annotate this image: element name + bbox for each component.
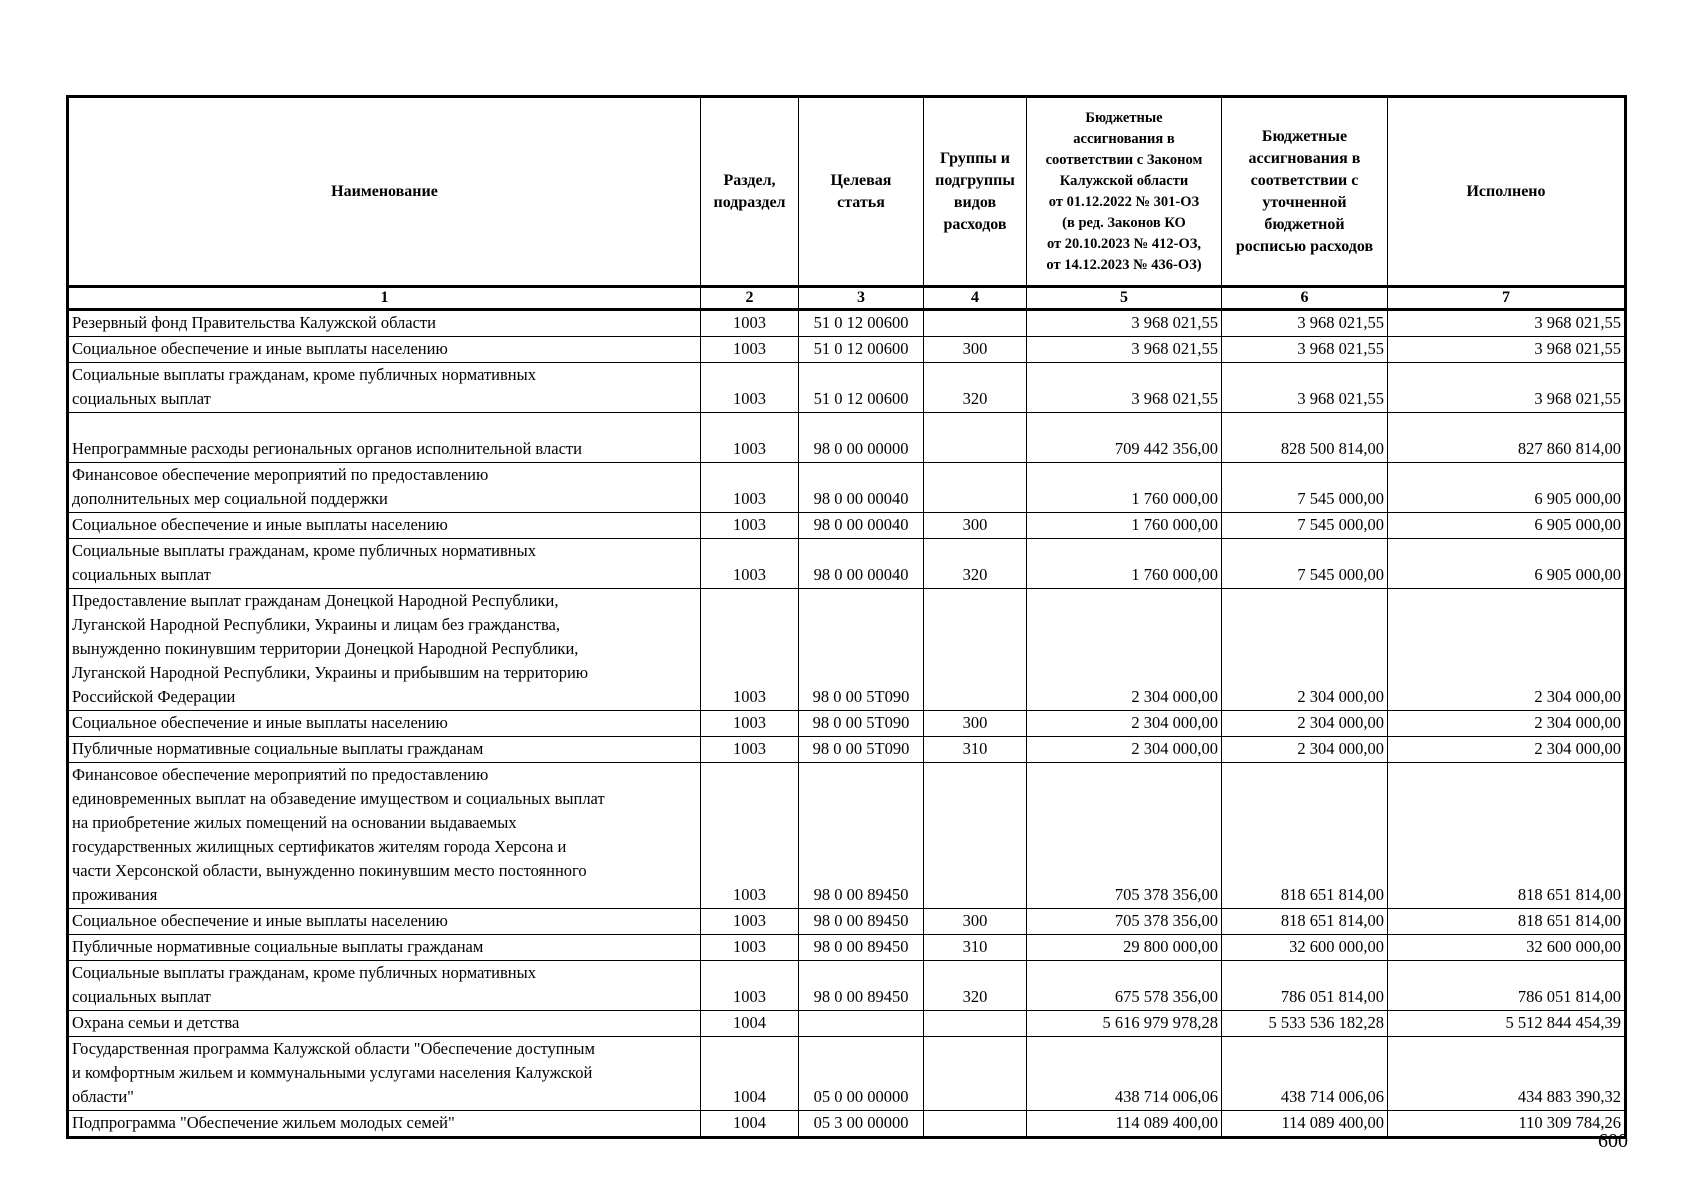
row-refined-amount: 818 651 814,00 — [1222, 909, 1388, 935]
table-row — [68, 961, 1626, 1011]
row-executed-amount: 786 051 814,00 — [1388, 961, 1626, 1011]
row-law-amount: 2 304 000,00 — [1027, 737, 1222, 763]
header-executed: Исполнено — [1388, 97, 1626, 287]
row-group: 320 — [924, 363, 1027, 413]
row-law-amount: 3 968 021,55 — [1027, 337, 1222, 363]
row-executed-amount: 434 883 390,32 — [1388, 1037, 1626, 1111]
row-section: 1003 — [701, 310, 799, 337]
row-section: 1003 — [701, 763, 799, 909]
row-refined-amount: 7 545 000,00 — [1222, 463, 1388, 513]
row-name: Социальное обеспечение и иные выплаты населению — [68, 337, 701, 363]
row-law-amount: 1 760 000,00 — [1027, 539, 1222, 589]
row-group — [924, 763, 1027, 909]
table-row — [68, 1037, 1626, 1111]
row-name: Охрана семьи и детства — [68, 1011, 701, 1037]
table-row — [68, 711, 1626, 737]
row-executed-amount: 3 968 021,55 — [1388, 337, 1626, 363]
row-name: Резервный фонд Правительства Калужской области — [68, 310, 701, 337]
row-law-amount: 2 304 000,00 — [1027, 711, 1222, 737]
row-refined-amount: 818 651 814,00 — [1222, 763, 1388, 909]
row-section: 1003 — [701, 539, 799, 589]
row-refined-amount: 786 051 814,00 — [1222, 961, 1388, 1011]
header-article: Целевая статья — [799, 97, 924, 287]
row-article: 98 0 00 5Т090 — [799, 589, 924, 711]
row-law-amount: 438 714 006,06 — [1027, 1037, 1222, 1111]
table-header — [68, 97, 1626, 310]
row-group — [924, 1111, 1027, 1138]
row-refined-amount: 438 714 006,06 — [1222, 1037, 1388, 1111]
row-refined-amount: 2 304 000,00 — [1222, 711, 1388, 737]
row-article: 51 0 12 00600 — [799, 337, 924, 363]
table-row — [68, 539, 1626, 589]
row-name: Социальные выплаты гражданам, кроме публичных нормативных социальных выплат — [68, 363, 701, 413]
row-law-amount: 3 968 021,55 — [1027, 310, 1222, 337]
page-number: 600 — [1598, 1130, 1628, 1152]
row-name: Социальное обеспечение и иные выплаты населению — [68, 711, 701, 737]
row-section: 1003 — [701, 337, 799, 363]
row-section: 1004 — [701, 1011, 799, 1037]
row-refined-amount: 2 304 000,00 — [1222, 737, 1388, 763]
row-article: 98 0 00 89450 — [799, 961, 924, 1011]
table-row — [68, 589, 1626, 711]
row-executed-amount: 110 309 784,26 — [1388, 1111, 1626, 1138]
row-group: 300 — [924, 909, 1027, 935]
row-section: 1003 — [701, 737, 799, 763]
column-number: 4 — [924, 287, 1027, 310]
row-executed-amount: 6 905 000,00 — [1388, 539, 1626, 589]
column-number: 2 — [701, 287, 799, 310]
table-row — [68, 513, 1626, 539]
budget-table — [66, 95, 1627, 1139]
row-group: 300 — [924, 513, 1027, 539]
table-row — [68, 310, 1626, 337]
column-number: 6 — [1222, 287, 1388, 310]
header-section: Раздел, подраздел — [701, 97, 799, 287]
row-name: Публичные нормативные социальные выплаты гражданам — [68, 935, 701, 961]
row-group — [924, 1011, 1027, 1037]
row-executed-amount: 818 651 814,00 — [1388, 909, 1626, 935]
row-article: 98 0 00 00040 — [799, 513, 924, 539]
row-article: 98 0 00 00000 — [799, 413, 924, 463]
header-refined: Бюджетные ассигнования в соответствии с уточненной бюджетной росписью расходов — [1222, 97, 1388, 287]
row-executed-amount: 5 512 844 454,39 — [1388, 1011, 1626, 1037]
row-section: 1003 — [701, 413, 799, 463]
table-row — [68, 337, 1626, 363]
header-law: Бюджетные ассигнования в соответствии с Законом Калужской области от 01.12.2022 № 301-ОЗ (в ред. Законов КО от 20.10.2023 № 412-ОЗ, от 14.12.2023 № 436-ОЗ) — [1027, 97, 1222, 287]
table-row — [68, 363, 1626, 413]
table-row — [68, 935, 1626, 961]
row-article — [799, 1011, 924, 1037]
table-row — [68, 909, 1626, 935]
table-row — [68, 413, 1626, 463]
row-law-amount: 675 578 356,00 — [1027, 961, 1222, 1011]
row-executed-amount: 818 651 814,00 — [1388, 763, 1626, 909]
row-law-amount: 3 968 021,55 — [1027, 363, 1222, 413]
row-refined-amount: 3 968 021,55 — [1222, 337, 1388, 363]
row-group: 300 — [924, 711, 1027, 737]
row-executed-amount: 3 968 021,55 — [1388, 363, 1626, 413]
row-executed-amount: 827 860 814,00 — [1388, 413, 1626, 463]
row-law-amount: 705 378 356,00 — [1027, 909, 1222, 935]
row-executed-amount: 6 905 000,00 — [1388, 513, 1626, 539]
row-executed-amount: 3 968 021,55 — [1388, 310, 1626, 337]
row-article: 98 0 00 5Т090 — [799, 737, 924, 763]
row-section: 1003 — [701, 513, 799, 539]
row-group — [924, 1037, 1027, 1111]
row-article: 98 0 00 89450 — [799, 763, 924, 909]
row-refined-amount: 7 545 000,00 — [1222, 513, 1388, 539]
row-refined-amount: 5 533 536 182,28 — [1222, 1011, 1388, 1037]
row-section: 1003 — [701, 463, 799, 513]
row-group: 320 — [924, 539, 1027, 589]
row-name: Публичные нормативные социальные выплаты гражданам — [68, 737, 701, 763]
table-row — [68, 463, 1626, 513]
row-article: 98 0 00 5Т090 — [799, 711, 924, 737]
column-number-row — [68, 287, 1626, 310]
row-article: 98 0 00 89450 — [799, 935, 924, 961]
row-refined-amount: 3 968 021,55 — [1222, 310, 1388, 337]
column-number: 3 — [799, 287, 924, 310]
row-name: Финансовое обеспечение мероприятий по предоставлению единовременных выплат на обзаведение имуществом и социальных выплат на приобретение жилых помещений на основании выдаваемых государственных жилищных сертификатов жителям города Херсона и части Херсонской области, вынужденно покинувшим место постоянного проживания — [68, 763, 701, 909]
column-number: 5 — [1027, 287, 1222, 310]
row-law-amount: 2 304 000,00 — [1027, 589, 1222, 711]
row-executed-amount: 2 304 000,00 — [1388, 711, 1626, 737]
row-section: 1004 — [701, 1111, 799, 1138]
table-row — [68, 737, 1626, 763]
table-row — [68, 1011, 1626, 1037]
row-group — [924, 589, 1027, 711]
row-article: 05 0 00 00000 — [799, 1037, 924, 1111]
row-group — [924, 413, 1027, 463]
row-name: Социальные выплаты гражданам, кроме публичных нормативных социальных выплат — [68, 539, 701, 589]
row-executed-amount: 2 304 000,00 — [1388, 589, 1626, 711]
row-law-amount: 705 378 356,00 — [1027, 763, 1222, 909]
row-article: 98 0 00 00040 — [799, 463, 924, 513]
row-name: Социальное обеспечение и иные выплаты населению — [68, 513, 701, 539]
row-article: 51 0 12 00600 — [799, 363, 924, 413]
row-executed-amount: 2 304 000,00 — [1388, 737, 1626, 763]
row-law-amount: 29 800 000,00 — [1027, 935, 1222, 961]
table-row — [68, 763, 1626, 909]
row-article: 98 0 00 00040 — [799, 539, 924, 589]
row-section: 1003 — [701, 909, 799, 935]
row-group: 310 — [924, 935, 1027, 961]
header-name: Наименование — [68, 97, 701, 287]
row-name: Социальные выплаты гражданам, кроме публичных нормативных социальных выплат — [68, 961, 701, 1011]
row-name: Подпрограмма "Обеспечение жильем молодых семей" — [68, 1111, 701, 1138]
row-law-amount: 5 616 979 978,28 — [1027, 1011, 1222, 1037]
row-group — [924, 463, 1027, 513]
row-section: 1003 — [701, 935, 799, 961]
table-body — [68, 310, 1626, 1138]
row-section: 1003 — [701, 589, 799, 711]
row-name: Социальное обеспечение и иные выплаты населению — [68, 909, 701, 935]
row-name: Непрограммные расходы региональных органов исполнительной власти — [68, 413, 701, 463]
row-section: 1003 — [701, 363, 799, 413]
row-law-amount: 114 089 400,00 — [1027, 1111, 1222, 1138]
row-article: 98 0 00 89450 — [799, 909, 924, 935]
row-section: 1003 — [701, 961, 799, 1011]
row-name: Предоставление выплат гражданам Донецкой Народной Республики, Луганской Народной Республики, Украины и лицам без гражданства, вынужденно покинувшим территории Донецкой Народной Республики, Луганской Народной Республики, Украины и прибывшим на территорию Российской Федерации — [68, 589, 701, 711]
column-number: 1 — [68, 287, 701, 310]
row-name: Финансовое обеспечение мероприятий по предоставлению дополнительных мер социальной поддержки — [68, 463, 701, 513]
row-section: 1004 — [701, 1037, 799, 1111]
row-law-amount: 709 442 356,00 — [1027, 413, 1222, 463]
row-refined-amount: 7 545 000,00 — [1222, 539, 1388, 589]
row-executed-amount: 32 600 000,00 — [1388, 935, 1626, 961]
table-row — [68, 1111, 1626, 1138]
row-group: 310 — [924, 737, 1027, 763]
row-refined-amount: 3 968 021,55 — [1222, 363, 1388, 413]
header-groups: Группы и подгруппы видов расходов — [924, 97, 1027, 287]
row-refined-amount: 114 089 400,00 — [1222, 1111, 1388, 1138]
row-law-amount: 1 760 000,00 — [1027, 513, 1222, 539]
row-refined-amount: 828 500 814,00 — [1222, 413, 1388, 463]
row-article: 51 0 12 00600 — [799, 310, 924, 337]
row-law-amount: 1 760 000,00 — [1027, 463, 1222, 513]
row-group: 320 — [924, 961, 1027, 1011]
row-executed-amount: 6 905 000,00 — [1388, 463, 1626, 513]
row-group — [924, 310, 1027, 337]
row-refined-amount: 32 600 000,00 — [1222, 935, 1388, 961]
row-section: 1003 — [701, 711, 799, 737]
row-name: Государственная программа Калужской области "Обеспечение доступным и комфортным жильем и коммунальными услугами населения Калужской области" — [68, 1037, 701, 1111]
row-refined-amount: 2 304 000,00 — [1222, 589, 1388, 711]
row-group: 300 — [924, 337, 1027, 363]
column-number: 7 — [1388, 287, 1626, 310]
row-article: 05 3 00 00000 — [799, 1111, 924, 1138]
